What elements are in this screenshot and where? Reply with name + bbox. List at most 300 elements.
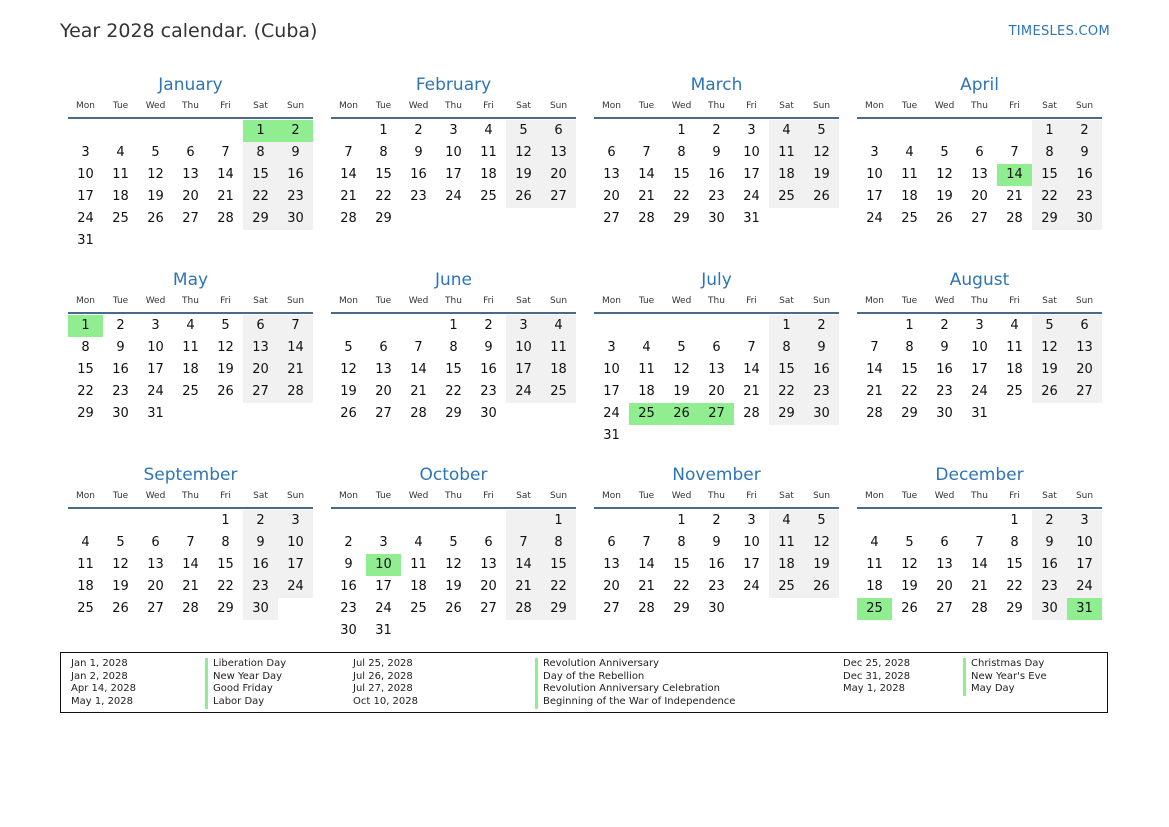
weekday-label: Wed [408, 296, 429, 306]
empty-cell [436, 620, 471, 642]
weekday-label: Fri [1009, 296, 1020, 306]
day-cell: 5 [940, 145, 949, 160]
weekday-label: Fri [746, 101, 757, 111]
day-cell: 26 [1032, 381, 1067, 403]
brand-link[interactable]: TIMESLES.COM [1008, 24, 1110, 39]
day-cell: 9 [804, 337, 839, 359]
day-cell: 23 [243, 576, 278, 598]
empty-cell [471, 208, 506, 230]
weekday-label: Thu [708, 491, 725, 501]
empty-cell [68, 510, 103, 532]
day-cell: 22 [1006, 579, 1023, 594]
day-cell: 7 [642, 145, 651, 160]
day-cell: 7 [975, 535, 984, 550]
legend-date: May 1, 2028 [843, 683, 906, 695]
empty-cell [68, 120, 103, 142]
day-cell: 23 [708, 189, 725, 204]
day-cell: 13 [708, 362, 725, 377]
empty-cell [594, 120, 629, 142]
empty-cell [471, 620, 506, 642]
weekday-header [594, 486, 839, 509]
month-name: May [172, 270, 209, 290]
legend-holiday-name: Good Friday [205, 683, 286, 696]
legend-holiday-name: New Year Day [205, 671, 286, 684]
day-cell: 30 [1067, 208, 1102, 230]
weekday-label: Mon [602, 491, 621, 501]
day-cell: 3 [151, 318, 160, 333]
day-cell: 20 [243, 359, 278, 381]
day-cell: 10 [743, 145, 760, 160]
empty-cell [892, 120, 927, 142]
day-cell: 3 [81, 145, 90, 160]
day-cell: 28 [410, 406, 427, 421]
day-cell: 20 [182, 189, 199, 204]
day-cell: 14 [340, 167, 357, 182]
legend-holiday-name: Revolution Anniversary [535, 658, 735, 671]
empty-cell [541, 620, 576, 642]
day-cell: 21 [1006, 189, 1023, 204]
day-cell: 22 [541, 576, 576, 598]
day-cell: 10 [445, 145, 462, 160]
weekday-label: Mon [865, 491, 884, 501]
day-cell: 30 [708, 601, 725, 616]
day-cell: 4 [642, 340, 651, 355]
day-cell: 24 [147, 384, 164, 399]
weekday-label: Sat [779, 491, 794, 501]
day-cell: 16 [936, 362, 953, 377]
empty-cell [699, 425, 734, 447]
legend-holiday-name: New Year's Eve [963, 671, 1047, 684]
weekday-label: Wed [145, 101, 166, 111]
day-cell: 3 [1067, 510, 1102, 532]
day-cell: 28 [866, 406, 883, 421]
day-cell: 27 [147, 601, 164, 616]
day-cell: 19 [506, 164, 541, 186]
weekday-header [68, 96, 313, 119]
empty-cell [506, 208, 541, 230]
empty-cell [927, 510, 962, 532]
empty-cell [629, 315, 664, 337]
legend-date: Dec 25, 2028 [843, 658, 911, 669]
empty-cell [1032, 403, 1067, 425]
day-cell: 30 [278, 208, 313, 230]
day-cell: 14 [506, 554, 541, 576]
empty-cell [278, 403, 313, 425]
weekday-label: Sat [516, 296, 531, 306]
day-cell: 25 [182, 384, 199, 399]
month-name: July [701, 270, 732, 290]
day-cell: 10 [603, 362, 620, 377]
day-cell: 17 [375, 579, 392, 594]
legend-date: Dec 31, 2028 [843, 670, 911, 682]
day-cell: 16 [278, 164, 313, 186]
day-cell: 26 [506, 186, 541, 208]
weekday-label: Fri [220, 491, 231, 501]
weekday-label: Tue [375, 101, 392, 111]
day-cell: 1 [677, 513, 686, 528]
month-name: August [949, 270, 1010, 290]
day-cell: 15 [77, 362, 94, 377]
day-cell: 24 [866, 211, 883, 226]
weekday-label: Wed [145, 296, 166, 306]
day-cell: 15 [541, 554, 576, 576]
weekday-label: Tue [638, 101, 655, 111]
legend-names-col [205, 658, 286, 709]
day-cell: 31 [603, 428, 620, 443]
day-cell: 20 [375, 384, 392, 399]
empty-cell [401, 315, 436, 337]
day-cell: 23 [708, 579, 725, 594]
day-cell: 16 [708, 557, 725, 572]
day-cell: 26 [804, 576, 839, 598]
weekday-label: Sat [1042, 296, 1057, 306]
day-cell: 7 [186, 535, 195, 550]
day-cell: 5 [344, 340, 353, 355]
days-grid [594, 509, 839, 620]
weekday-label: Mon [339, 296, 358, 306]
day-cell: 22 [217, 579, 234, 594]
weekday-label: Wed [671, 101, 692, 111]
empty-cell [734, 425, 769, 447]
days-grid [857, 119, 1102, 230]
day-cell: 21 [638, 579, 655, 594]
day-cell: 27 [480, 601, 497, 616]
day-cell: 25 [77, 601, 94, 616]
empty-cell [278, 598, 313, 620]
day-cell: 17 [971, 362, 988, 377]
day-cell: 14 [971, 557, 988, 572]
holiday-day-cell: 1 [68, 315, 103, 337]
calendar-grid [68, 74, 1102, 659]
day-cell: 13 [375, 362, 392, 377]
day-cell: 18 [769, 554, 804, 576]
day-cell: 20 [936, 579, 953, 594]
day-cell: 20 [541, 164, 576, 186]
empty-cell [769, 208, 804, 230]
weekday-label: Fri [746, 296, 757, 306]
empty-cell [857, 120, 892, 142]
legend-names-col [963, 658, 1047, 696]
empty-cell [769, 598, 804, 620]
day-cell: 26 [445, 601, 462, 616]
day-cell: 12 [673, 362, 690, 377]
day-cell: 16 [480, 362, 497, 377]
holiday-day-cell: 1 [243, 120, 278, 142]
day-cell: 27 [971, 211, 988, 226]
month-name: March [690, 75, 743, 95]
day-cell: 21 [217, 189, 234, 204]
day-cell: 13 [480, 557, 497, 572]
day-cell: 28 [743, 406, 760, 421]
weekday-label: Mon [602, 296, 621, 306]
day-cell: 5 [151, 145, 160, 160]
weekday-label: Tue [638, 491, 655, 501]
day-cell: 11 [112, 167, 129, 182]
weekday-label: Sun [1075, 296, 1094, 306]
day-cell: 22 [375, 189, 392, 204]
day-cell: 23 [480, 384, 497, 399]
empty-cell [366, 315, 401, 337]
day-cell: 27 [603, 211, 620, 226]
day-cell: 8 [905, 340, 914, 355]
day-cell: 25 [541, 381, 576, 403]
day-cell: 30 [708, 211, 725, 226]
day-cell: 2 [116, 318, 125, 333]
day-cell: 8 [221, 535, 230, 550]
weekday-label: Thu [445, 491, 462, 501]
empty-cell [804, 208, 839, 230]
day-cell: 2 [414, 123, 423, 138]
day-cell: 22 [673, 579, 690, 594]
day-cell: 15 [1006, 557, 1023, 572]
day-cell: 27 [936, 601, 953, 616]
day-cell: 19 [936, 189, 953, 204]
day-cell: 13 [603, 557, 620, 572]
empty-cell [541, 403, 576, 425]
day-cell: 31 [77, 233, 94, 248]
day-cell: 12 [147, 167, 164, 182]
month-name: February [415, 75, 492, 95]
day-cell: 4 [769, 510, 804, 532]
day-cell: 1 [905, 318, 914, 333]
day-cell: 10 [77, 167, 94, 182]
day-cell: 20 [480, 579, 497, 594]
empty-cell [331, 510, 366, 532]
holiday-day-cell: 10 [366, 554, 401, 576]
day-cell: 24 [506, 381, 541, 403]
day-cell: 28 [217, 211, 234, 226]
day-cell: 29 [243, 208, 278, 230]
weekday-label: Thu [445, 296, 462, 306]
day-cell: 29 [217, 601, 234, 616]
day-cell: 25 [1006, 384, 1023, 399]
day-cell: 16 [708, 167, 725, 182]
day-cell: 25 [901, 211, 918, 226]
weekday-label: Thu [708, 296, 725, 306]
day-cell: 23 [1067, 186, 1102, 208]
day-cell: 9 [344, 557, 353, 572]
empty-cell [436, 208, 471, 230]
day-cell: 7 [278, 315, 313, 337]
day-cell: 5 [1032, 315, 1067, 337]
month-may [68, 269, 313, 464]
days-grid [331, 314, 576, 425]
empty-cell [857, 315, 892, 337]
weekday-label: Tue [901, 101, 918, 111]
legend-date: Oct 10, 2028 [353, 696, 418, 708]
day-cell: 18 [541, 359, 576, 381]
day-cell: 15 [673, 557, 690, 572]
day-cell: 23 [410, 189, 427, 204]
day-cell: 6 [484, 535, 493, 550]
day-cell: 9 [278, 142, 313, 164]
day-cell: 17 [278, 554, 313, 576]
empty-cell [243, 230, 278, 252]
weekday-label: Thu [182, 101, 199, 111]
day-cell: 9 [1032, 532, 1067, 554]
day-cell: 26 [112, 601, 129, 616]
empty-cell [506, 620, 541, 642]
day-cell: 3 [607, 340, 616, 355]
legend-date: May 1, 2028 [71, 696, 134, 708]
weekday-label: Sun [549, 491, 568, 501]
day-cell: 27 [182, 211, 199, 226]
weekday-header [857, 96, 1102, 119]
day-cell: 12 [804, 532, 839, 554]
day-cell: 13 [147, 557, 164, 572]
empty-cell [804, 425, 839, 447]
day-cell: 31 [971, 406, 988, 421]
day-cell: 15 [1032, 164, 1067, 186]
empty-cell [471, 510, 506, 532]
days-grid [68, 119, 313, 252]
day-cell: 13 [182, 167, 199, 182]
weekday-label: Thu [971, 491, 988, 501]
empty-cell [138, 230, 173, 252]
empty-cell [208, 403, 243, 425]
day-cell: 8 [379, 145, 388, 160]
day-cell: 6 [243, 315, 278, 337]
day-cell: 23 [804, 381, 839, 403]
day-cell: 12 [936, 167, 953, 182]
day-cell: 25 [410, 601, 427, 616]
day-cell: 3 [747, 123, 756, 138]
day-cell: 11 [901, 167, 918, 182]
day-cell: 16 [804, 359, 839, 381]
day-cell: 11 [769, 142, 804, 164]
empty-cell [278, 230, 313, 252]
empty-cell [1067, 403, 1102, 425]
empty-cell [664, 425, 699, 447]
day-cell: 1 [449, 318, 458, 333]
holiday-day-cell: 27 [699, 403, 734, 425]
day-cell: 4 [905, 145, 914, 160]
day-cell: 18 [769, 164, 804, 186]
empty-cell [927, 120, 962, 142]
day-cell: 17 [743, 557, 760, 572]
day-cell: 23 [278, 186, 313, 208]
weekday-label: Thu [182, 491, 199, 501]
day-cell: 5 [506, 120, 541, 142]
weekday-label: Sat [1042, 491, 1057, 501]
day-cell: 10 [971, 340, 988, 355]
month-march [594, 74, 839, 269]
empty-cell [173, 403, 208, 425]
month-february [331, 74, 576, 269]
day-cell: 21 [866, 384, 883, 399]
empty-cell [629, 425, 664, 447]
day-cell: 2 [1032, 510, 1067, 532]
empty-cell [401, 510, 436, 532]
month-january [68, 74, 313, 269]
weekday-header [857, 486, 1102, 509]
day-cell: 6 [975, 145, 984, 160]
day-cell: 14 [638, 557, 655, 572]
day-cell: 8 [449, 340, 458, 355]
day-cell: 27 [603, 601, 620, 616]
day-cell: 7 [747, 340, 756, 355]
weekday-header [68, 486, 313, 509]
day-cell: 15 [901, 362, 918, 377]
day-cell: 19 [217, 362, 234, 377]
day-cell: 16 [410, 167, 427, 182]
weekday-label: Sun [286, 491, 305, 501]
day-cell: 17 [866, 189, 883, 204]
day-cell: 18 [112, 189, 129, 204]
day-cell: 7 [414, 340, 423, 355]
month-july [594, 269, 839, 464]
day-cell: 6 [151, 535, 160, 550]
day-cell: 31 [375, 623, 392, 638]
weekday-header [331, 291, 576, 314]
day-cell: 27 [541, 186, 576, 208]
holiday-legend [60, 652, 1108, 713]
day-cell: 22 [1032, 186, 1067, 208]
day-cell: 8 [541, 532, 576, 554]
month-name: December [935, 465, 1024, 485]
day-cell: 3 [975, 318, 984, 333]
day-cell: 10 [506, 337, 541, 359]
day-cell: 28 [638, 601, 655, 616]
day-cell: 19 [340, 384, 357, 399]
day-cell: 18 [1006, 362, 1023, 377]
day-cell: 25 [769, 186, 804, 208]
month-name: September [143, 465, 238, 485]
weekday-label: Fri [746, 491, 757, 501]
day-cell: 22 [769, 381, 804, 403]
day-cell: 6 [607, 145, 616, 160]
weekday-label: Tue [638, 296, 655, 306]
day-cell: 19 [901, 579, 918, 594]
day-cell: 3 [379, 535, 388, 550]
empty-cell [769, 425, 804, 447]
weekday-label: Fri [483, 296, 494, 306]
day-cell: 16 [1067, 164, 1102, 186]
day-cell: 15 [769, 359, 804, 381]
day-cell: 28 [340, 211, 357, 226]
day-cell: 21 [971, 579, 988, 594]
day-cell: 7 [221, 145, 230, 160]
weekday-label: Sat [253, 491, 268, 501]
day-cell: 18 [480, 167, 497, 182]
day-cell: 27 [1067, 381, 1102, 403]
empty-cell [138, 510, 173, 532]
month-december [857, 464, 1102, 659]
day-cell: 2 [712, 123, 721, 138]
day-cell: 16 [243, 554, 278, 576]
day-cell: 6 [379, 340, 388, 355]
day-cell: 2 [1067, 120, 1102, 142]
day-cell: 14 [217, 167, 234, 182]
day-cell: 2 [243, 510, 278, 532]
weekday-label: Mon [339, 101, 358, 111]
days-grid [594, 119, 839, 230]
day-cell: 20 [708, 384, 725, 399]
day-cell: 13 [1067, 337, 1102, 359]
month-august [857, 269, 1102, 464]
empty-cell [331, 315, 366, 337]
day-cell: 22 [445, 384, 462, 399]
day-cell: 11 [77, 557, 94, 572]
day-cell: 24 [445, 189, 462, 204]
day-cell: 29 [1006, 601, 1023, 616]
day-cell: 11 [410, 557, 427, 572]
day-cell: 15 [445, 362, 462, 377]
day-cell: 4 [541, 315, 576, 337]
empty-cell [208, 120, 243, 142]
day-cell: 19 [445, 579, 462, 594]
weekday-label: Fri [1009, 101, 1020, 111]
